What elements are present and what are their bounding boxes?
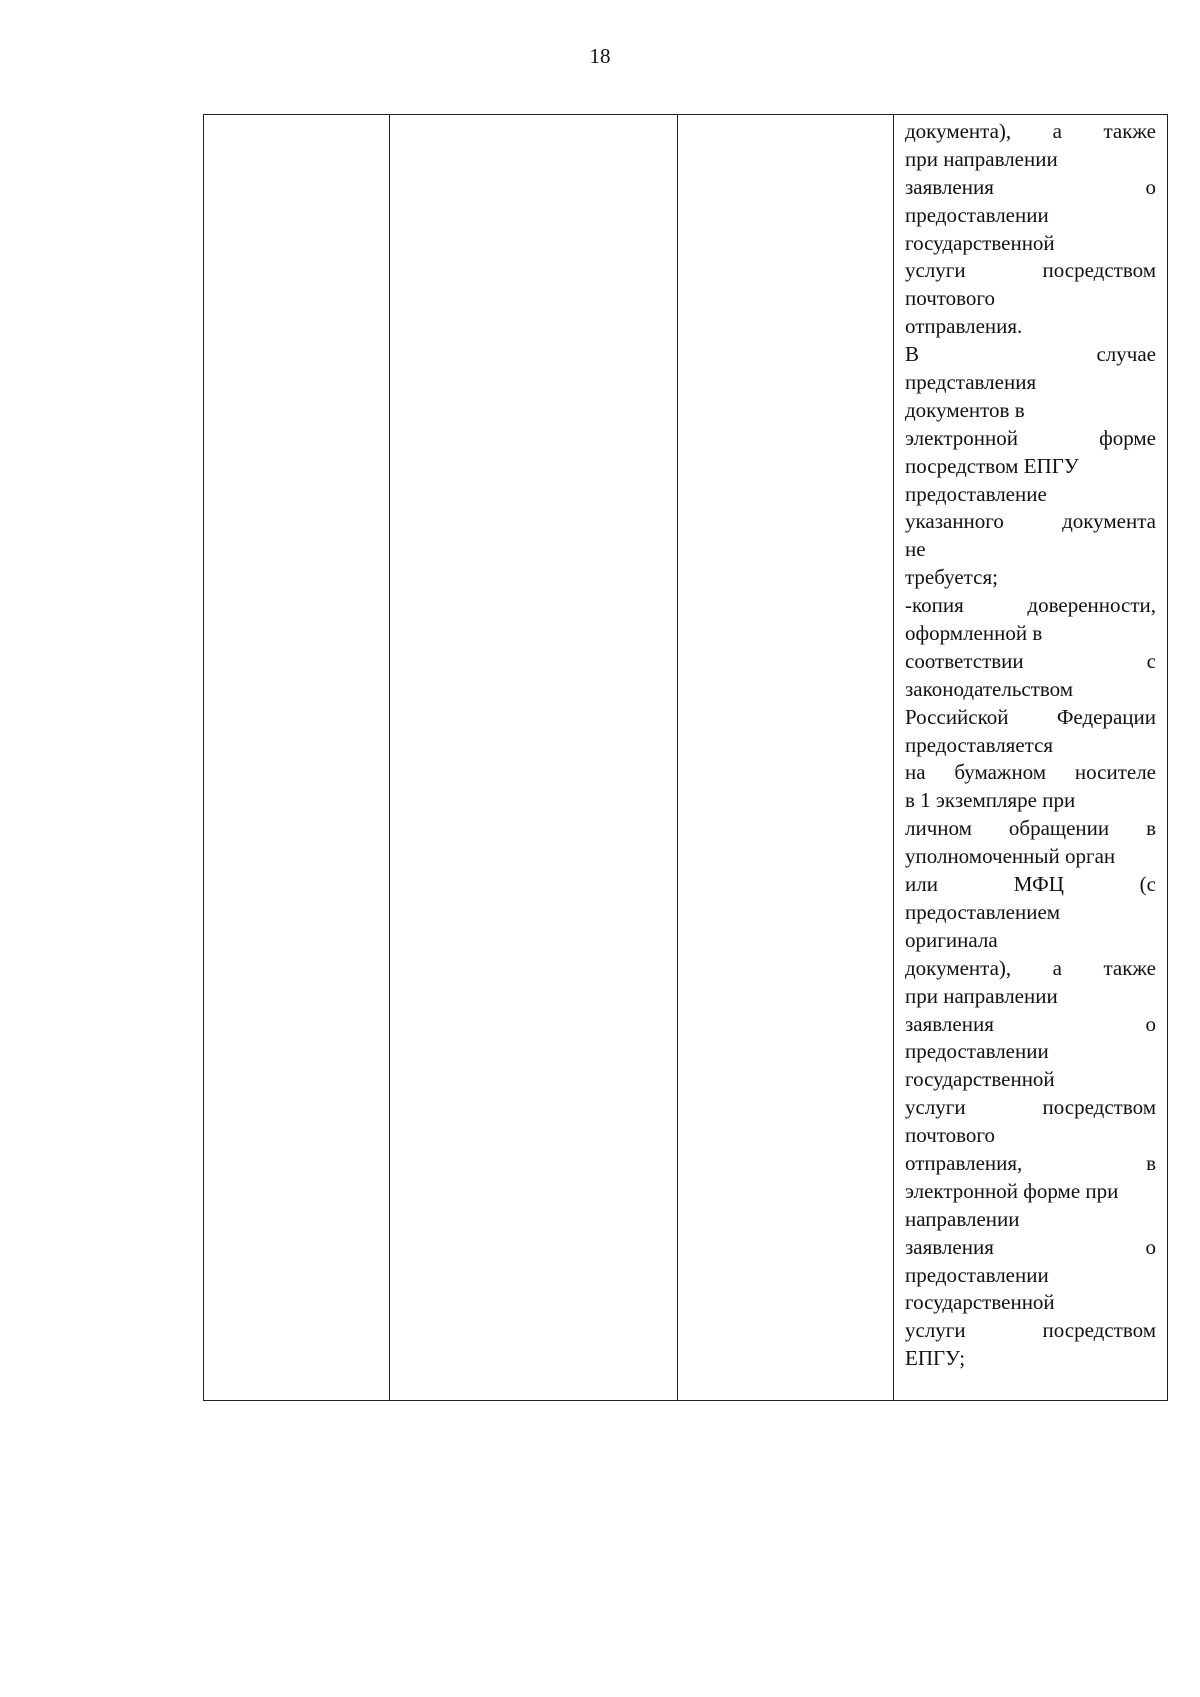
text-word: соответствии	[905, 648, 1024, 673]
text-line	[905, 1289, 1156, 1317]
text-word: в	[1146, 1150, 1156, 1175]
table-cell-col-4	[894, 115, 1168, 1401]
text-word: посредством	[1042, 1318, 1156, 1343]
text-word: государственной	[905, 230, 1055, 255]
text-line	[905, 564, 1156, 592]
text-line	[905, 313, 1156, 341]
text-line	[905, 1206, 1156, 1234]
text-word: на	[905, 760, 926, 785]
text-line	[905, 815, 1156, 843]
text-line	[905, 871, 1156, 899]
text-word: предоставлением	[905, 899, 1061, 924]
text-word: почтового	[905, 286, 996, 311]
text-line	[905, 230, 1156, 258]
text-word: а	[1052, 119, 1062, 143]
text-word: направлении	[905, 1206, 1020, 1231]
text-line	[905, 508, 1156, 536]
text-word: о	[1145, 1011, 1156, 1036]
table-cell-col-2	[390, 115, 678, 1401]
text-word: носителе	[1074, 760, 1156, 785]
text-word: почтового	[905, 1123, 996, 1148]
text-word: услуги	[905, 258, 966, 283]
text-line	[905, 955, 1156, 983]
text-word: в	[1146, 816, 1156, 841]
text-line	[905, 1234, 1156, 1262]
text-word: представления	[905, 370, 1037, 395]
text-word: о	[1145, 174, 1156, 199]
text-line	[905, 118, 1156, 146]
text-word: посредством	[1042, 258, 1156, 283]
text-word: предоставлении	[905, 1262, 1049, 1287]
text-line	[905, 1178, 1156, 1206]
text-line	[905, 369, 1156, 397]
text-word: или	[905, 872, 938, 897]
text-word: посредством	[1042, 1095, 1156, 1120]
table-cell-col-3	[678, 115, 894, 1401]
text-word: также	[1103, 119, 1156, 143]
text-word: документа),	[905, 119, 1012, 143]
text-word: МФЦ	[1013, 872, 1064, 897]
text-line	[905, 843, 1156, 871]
text-line	[905, 285, 1156, 313]
text-word: электронной форме при	[905, 1178, 1119, 1203]
document-table	[203, 114, 1168, 1401]
text-line	[905, 257, 1156, 285]
text-word: документов в	[905, 397, 1025, 422]
text-line	[905, 927, 1156, 955]
text-line	[905, 174, 1156, 202]
text-line	[905, 1345, 1156, 1373]
text-word: услуги	[905, 1318, 966, 1343]
text-word: также	[1103, 955, 1156, 980]
text-word: форме	[1099, 425, 1156, 450]
text-line	[905, 1122, 1156, 1150]
text-line	[905, 983, 1156, 1011]
text-word: Российской	[905, 704, 1009, 729]
text-line	[905, 425, 1156, 453]
text-word: в 1 экземпляре при	[905, 788, 1076, 813]
text-line	[905, 536, 1156, 564]
text-word: Федерации	[1056, 704, 1156, 729]
text-word: отправления.	[905, 314, 1023, 339]
table-cell-col-1	[204, 115, 390, 1401]
text-word: законодательством	[905, 676, 1074, 701]
text-word: отправления,	[905, 1150, 1023, 1175]
text-word: требуется;	[905, 565, 998, 590]
text-word: электронной	[905, 425, 1019, 450]
text-word: предоставляется	[905, 732, 1054, 757]
text-line	[905, 620, 1156, 648]
table-row	[204, 115, 1168, 1401]
text-word: -копия	[905, 593, 964, 618]
text-line	[905, 1262, 1156, 1290]
text-line	[905, 1038, 1156, 1066]
text-word: о	[1145, 1234, 1156, 1259]
text-word: при направлении	[905, 146, 1058, 171]
text-line	[905, 202, 1156, 230]
text-word: документа),	[905, 955, 1012, 980]
text-word: а	[1052, 955, 1062, 980]
text-line	[905, 1011, 1156, 1039]
text-line	[905, 1317, 1156, 1345]
text-word: оформленной в	[905, 621, 1043, 646]
text-word: государственной	[905, 1067, 1055, 1092]
text-word: (с	[1139, 872, 1156, 897]
text-word: документа	[1062, 509, 1156, 534]
text-word: случае	[1096, 342, 1156, 367]
text-word: не	[905, 537, 926, 562]
text-word: обращении	[1008, 816, 1110, 841]
text-word: уполномоченный орган	[905, 844, 1116, 869]
text-line	[905, 899, 1156, 927]
text-word: услуги	[905, 1095, 966, 1120]
text-line	[905, 787, 1156, 815]
cell-text	[894, 115, 1167, 1373]
text-word: оригинала	[905, 927, 998, 952]
text-line	[905, 146, 1156, 174]
text-word: В	[905, 342, 920, 367]
text-word: предоставлении	[905, 1039, 1049, 1064]
text-word: заявления	[905, 1011, 994, 1036]
text-line	[905, 341, 1156, 369]
text-word: доверенности,	[1027, 593, 1156, 618]
text-word: предоставлении	[905, 202, 1049, 227]
text-word: указанного	[905, 509, 1004, 534]
text-line	[905, 1066, 1156, 1094]
text-line	[905, 397, 1156, 425]
text-word: с	[1146, 648, 1156, 673]
text-line	[905, 704, 1156, 732]
text-word: заявления	[905, 174, 994, 199]
text-line	[905, 1150, 1156, 1178]
text-word: бумажном	[954, 760, 1047, 785]
text-word: заявления	[905, 1234, 994, 1259]
text-line	[905, 481, 1156, 509]
text-word: предоставление	[905, 481, 1047, 506]
text-line	[905, 592, 1156, 620]
text-word: при направлении	[905, 983, 1058, 1008]
text-line	[905, 1094, 1156, 1122]
text-line	[905, 648, 1156, 676]
text-line	[905, 732, 1156, 760]
text-word: ЕПГУ;	[905, 1346, 966, 1371]
text-word: государственной	[905, 1290, 1055, 1315]
page-number: 18	[589, 44, 611, 68]
text-line	[905, 676, 1156, 704]
text-line	[905, 759, 1156, 787]
text-word: посредством ЕПГУ	[905, 453, 1079, 478]
text-line	[905, 453, 1156, 481]
text-word: личном	[905, 816, 972, 841]
